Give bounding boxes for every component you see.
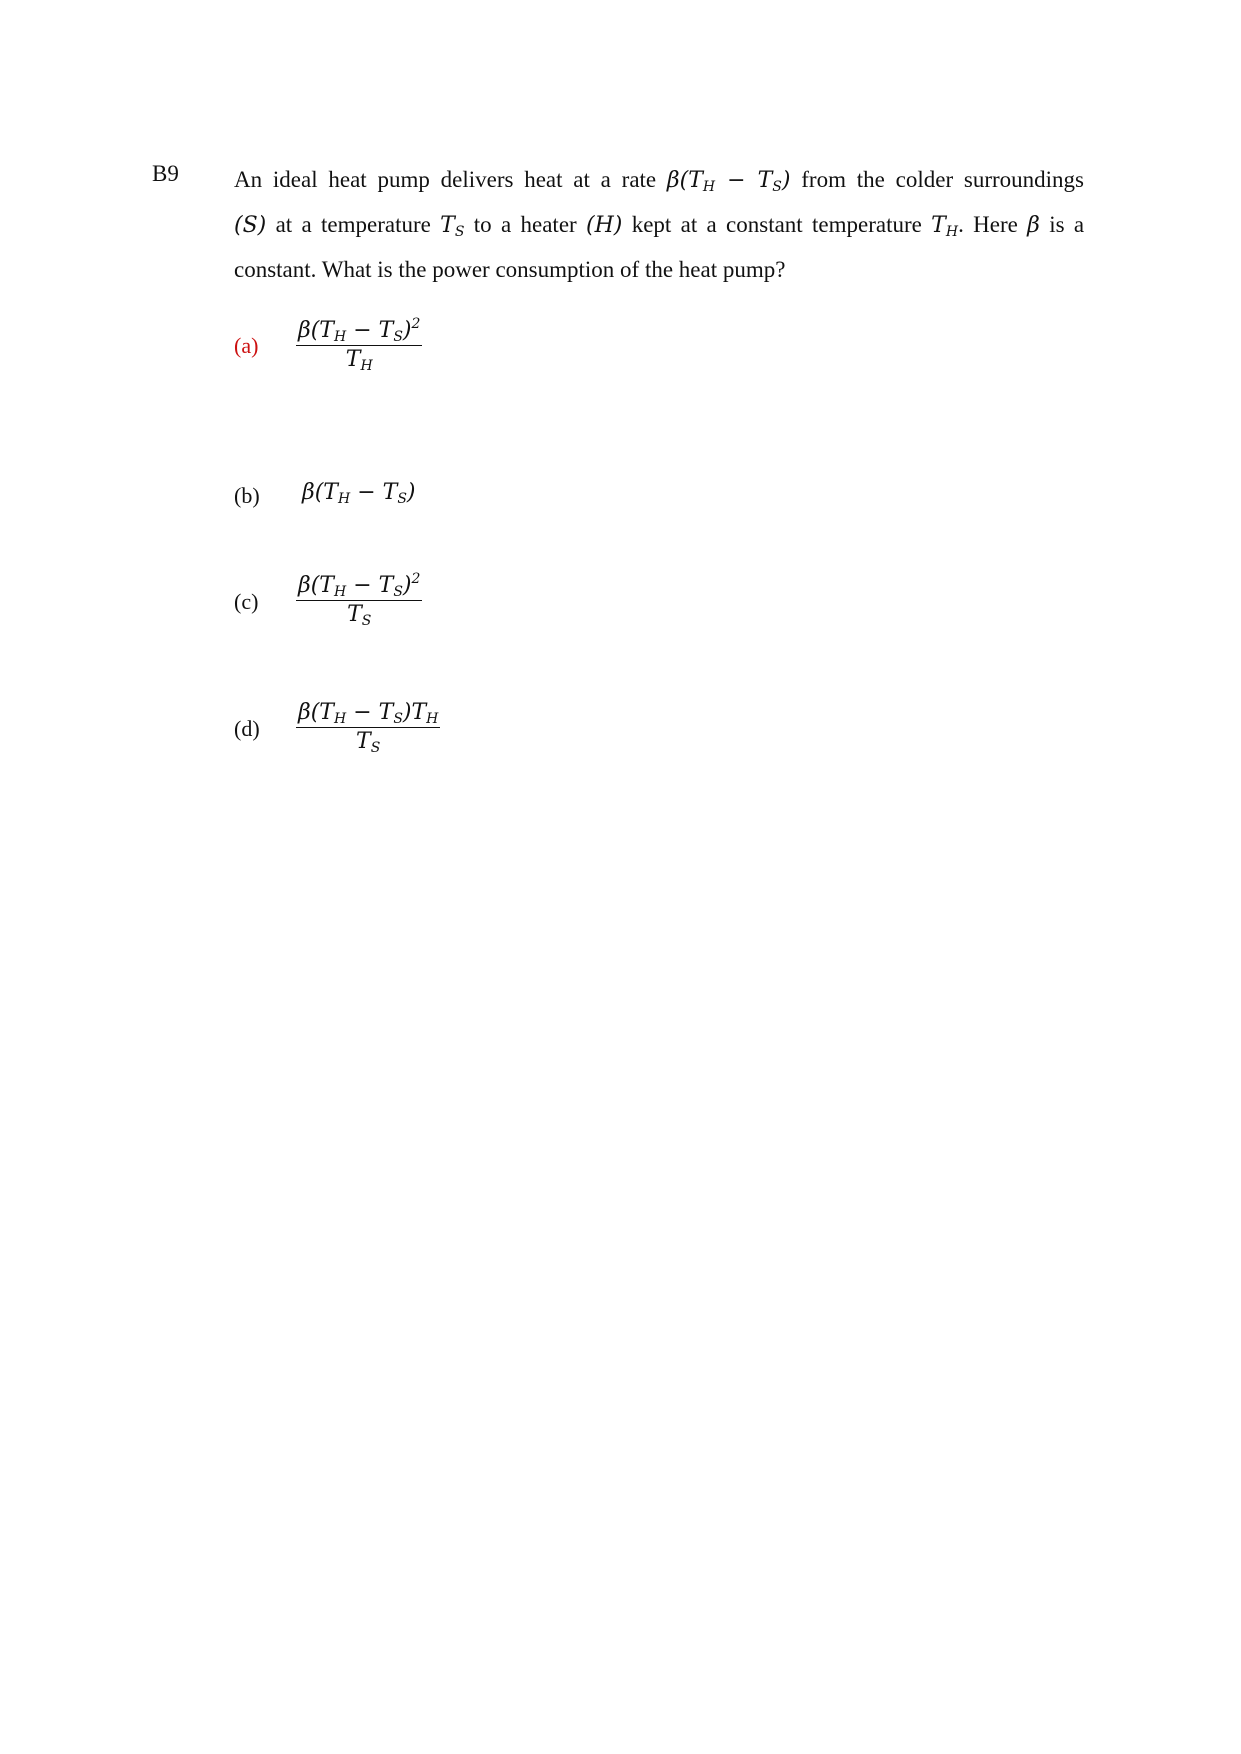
heater-symbol: (H) [586, 213, 623, 238]
option-c-fraction [296, 573, 422, 627]
question-text-segment: from the colder surroundings [801, 167, 1084, 192]
option-b-expression: $\beta(T_H - T_S)$ [302, 480, 416, 507]
option-d[interactable] [234, 700, 634, 770]
question-line-3: constant. What is the power consumption of the heat pump? [234, 257, 786, 282]
beta-symbol: β [1027, 213, 1040, 238]
option-a-label: (a) [234, 333, 259, 358]
option-c-label: (c) [234, 589, 259, 614]
question-text-segment: is a [1049, 212, 1085, 237]
question-line-1 [234, 158, 1084, 203]
option-b-label: (b) [234, 483, 260, 508]
question-text-segment: . Here [958, 212, 1018, 237]
ts-symbol: $T_S$ [440, 213, 465, 240]
question-text-segment: at a temperature [275, 212, 431, 237]
question-text [234, 158, 1084, 292]
option-b[interactable] [234, 480, 634, 550]
option-c[interactable] [234, 573, 634, 643]
option-d-denominator: $T_S$ [356, 729, 381, 756]
option-d-label: (d) [234, 716, 260, 741]
th-symbol: $T_H$ [931, 213, 959, 240]
option-a-numerator: $\beta(T_H - T_S)^2$ [298, 316, 421, 345]
question-text-segment: kept at a constant temperature [631, 212, 922, 237]
option-a-denominator: $T_H$ [345, 347, 373, 374]
option-a[interactable] [234, 318, 634, 388]
rate-expression: $\beta(T_H - T_S)$ [666, 168, 791, 195]
question-number: B9 [152, 161, 179, 186]
surroundings-symbol: (S) [234, 213, 267, 238]
option-c-denominator: $T_S$ [347, 602, 372, 629]
option-a-fraction [296, 318, 422, 372]
option-d-fraction [296, 700, 440, 754]
question-line-2 [234, 203, 1084, 248]
option-c-numerator: $\beta(T_H - T_S)^2$ [298, 571, 421, 600]
question-text-segment: to a heater [473, 212, 577, 237]
question-text-segment: An ideal heat pump delivers heat at a rate [234, 167, 657, 192]
option-d-numerator: $\beta(T_H - T_S)T_H$ [298, 700, 439, 727]
